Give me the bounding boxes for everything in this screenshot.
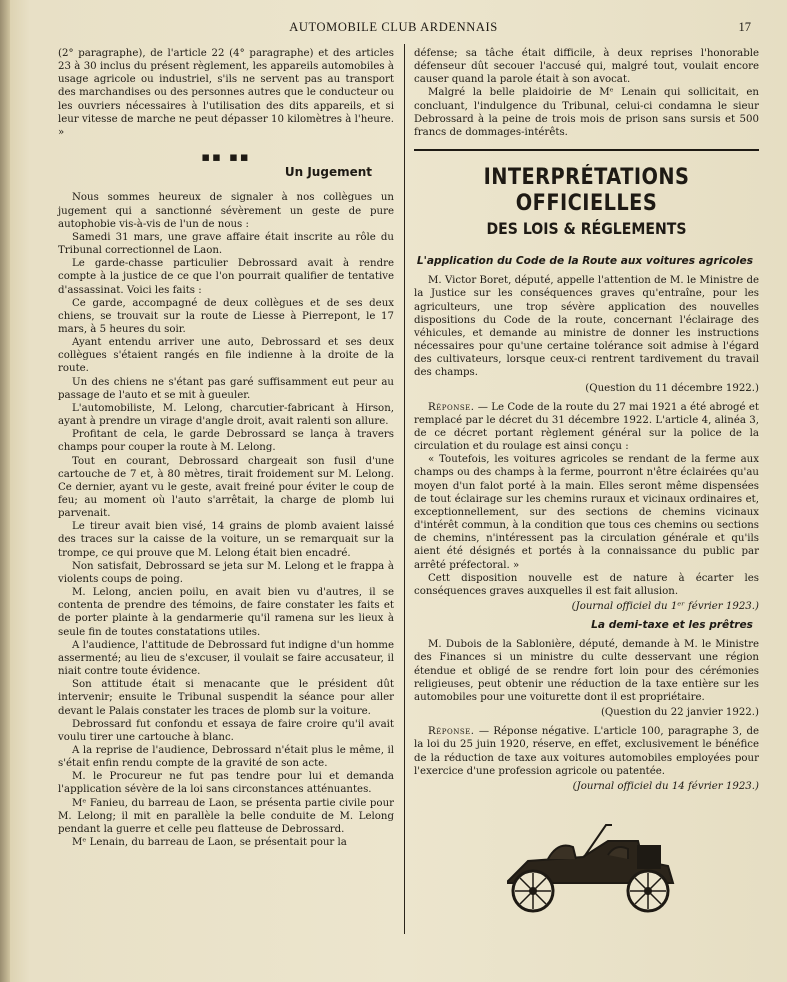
body-paragraph: M. le Procureur ne fut pas tendre pour lui et demanda l'application sévère de la loi sans circonstances atténuantes.	[58, 771, 394, 796]
article-heading-demi-taxe: La demi-taxe et les prêtres	[591, 619, 753, 632]
page-number: 17	[738, 20, 751, 34]
body-paragraph: A la reprise de l'audience, Debrossard n'était plus le même, il s'était enfin rendu compte de la gravité de son acte.	[58, 744, 394, 770]
running-header-title: AUTOMOBILE CLUB ARDENNAIS	[289, 20, 498, 34]
answer-text: — Réponse négative. L'article 100, paragraphe 3, de la loi du 25 juin 1920, réserve, en effet, exclusivement le bénéfice de la réduction de taxe aux voitures automobiles employées pour l'exercice d'une profession agricole ou patentée.	[414, 726, 759, 777]
page-binding-shadow	[0, 0, 10, 982]
article-heading-agricoles: L'application du Code de la Route aux voitures agricoles	[416, 255, 753, 268]
body-paragraph: Samedi 31 mars, une grave affaire était inscrite au rôle du Tribunal correctionnel de Laon.	[58, 231, 394, 257]
body-paragraph: Mᵉ Lenain, du barreau de Laon, se présentait pour la	[72, 837, 347, 849]
answer-label: Réponse.	[428, 401, 475, 413]
feature-subtitle: DES LOIS & RÉGLEMENTS	[486, 219, 687, 239]
right-column	[414, 47, 759, 921]
section-divider-rule	[414, 149, 759, 151]
question-reference: (Question du 22 janvier 1922.)	[600, 707, 759, 719]
answer-text: — Le Code de la route du 27 mai 1921 a été abrogé et remplacé par le décret du 31 décembre 1922. L'article 4, alinéa 3, de ce décret portant règlement général sur la police de la circulation et du roulage est ainsi conçu :	[414, 401, 759, 453]
vintage-car-illustration	[488, 811, 688, 921]
answer-label: Réponse.	[428, 726, 475, 738]
article-quote: « Toutefois, les voitures agricoles se rendant de la ferme aux champs ou des champs à la ferme, pourront n'être éclairées qu'au moyen d'un falot porté à la main. Elles seront même dispensées de tout éclairage sur les chemins ruraux et vicinaux ordinaires et, exceptionnellement, sur des sections de chemins vicinaux d'intérêt commun, à la condition que tous ces chemins ou sections de chemins, n'intéressent pas la circulation générale et qu'ils aient été désignés et portés à la connaissance du public par arrêté préfectoral. »	[414, 454, 759, 571]
left-column	[58, 47, 394, 849]
article-closing: Cett disposition nouvelle est de nature à écarter les conséquences graves auxquelles il est fait allusion.	[414, 572, 759, 597]
body-paragraph: A l'audience, l'attitude de Debrossard fut indigne d'un homme assermenté; au lieu de s'excuser, il voulait se faire accusateur, il niait contre toute évidence.	[58, 639, 394, 678]
column-divider	[404, 44, 405, 934]
body-paragraph: Tout en courant, Debrossard chargeait son fusil d'une cartouche de 7 et, à 80 mètres, tirait froidement sur M. Lelong. Ce dernier, ayant vu le geste, avait freiné pour éviter le coup de feu; au moment où l'auto s'arrêtait, la charge de plomb lui parvenait.	[58, 455, 394, 520]
section-ornament: ▪▪ ▪▪	[201, 150, 251, 166]
body-paragraph: Ayant entendu arriver une auto, Debrossard et ses deux collègues s'étaient rangés en file indienne à la droite de la route.	[58, 337, 394, 375]
body-paragraph: Son attitude était si menacante que le président dût intervenir; ensuite le Tribunal suspendit la séance pour aller devant le Palais constater les traces de plomb sur la voiture.	[58, 679, 394, 717]
body-paragraph: Non satisfait, Debrossard se jeta sur M. Lelong et le frappa à violents coups de poing.	[58, 560, 394, 585]
body-paragraph: Debrossard fut confondu et essaya de faire croire qu'il avait voulu tirer une cartouche à blanc.	[58, 718, 394, 743]
continuation-paragraph: défense; sa tâche était difficile, à deux reprises l'honorable défenseur dût secouer l'accusé qui, malgré tout, voulait encore causer quand la parole était à son avocat.	[414, 48, 759, 86]
body-paragraph: Mᵉ Fanieu, du barreau de Laon, se présenta partie civile pour M. Lelong; il mit en parallèle la belle conduite de M. Lelong pendant la guerre et celle peu flatteuse de Debrossard.	[58, 797, 394, 835]
journal-reference: (Journal officiel du 14 février 1923.)	[572, 780, 759, 792]
journal-reference: (Journal officiel du 1ᵉʳ février 1923.)	[571, 601, 759, 612]
question-reference: (Question du 11 décembre 1922.)	[585, 382, 759, 394]
body-paragraph: M. Lelong, ancien poilu, en avait bien vu d'autres, il se contenta de prendre des témoins, de faire constater les faits et de porter plainte à la gendarmerie qu'il ramena sur les lieux à seule fin de toutes constatations utiles.	[58, 587, 394, 638]
body-paragraph: Le garde-chasse particulier Debrossard avait à rendre compte à la justice de ce que l'on pourrait qualifier de tentative d'assassinat. Voici les faits :	[58, 258, 394, 296]
body-paragraph: Le tireur avait bien visé, 14 grains de plomb avaient laissé des traces sur la caisse de la voiture, un se remarquait sur la trompe, ce qui prouve que M. Lelong était bien encadré.	[58, 521, 394, 559]
body-paragraph: Nous sommes heureux de signaler à nos collègues un jugement qui a sanctionné sévèrement un geste de pure autophobie vis-à-vis de l'un de nous :	[58, 192, 394, 230]
article-answer	[414, 401, 759, 454]
car-icon	[488, 811, 688, 921]
feature-title: INTERPRÉTATIONS OFFICIELLES	[483, 165, 690, 217]
body-paragraph: Profitant de cela, le garde Debrossard se lança à travers champs pour couper la route à M. Lelong.	[58, 429, 394, 454]
article-question: M. Dubois de la Sablonière, député, demande à M. le Ministre des Finances si un ministre du culte desservant une région étendue et obligé de se rendre fort loin pour des cérémonies religieuses, peut obtenir une réduction de la taxe entière sur les automobiles pour une voiturette dont il est propriétaire.	[414, 639, 759, 703]
continuation-paragraph: Malgré la belle plaidoirie de Mᵉ Lenain qui sollicitait, en concluant, l'indulgence du Tribunal, celui-ci condamna le sieur Debrossard à la peine de trois mois de prison sans sursis et 500 francs de dommages-intérêts.	[414, 87, 759, 138]
body-paragraph: L'automobiliste, M. Lelong, charcutier-fabricant à Hirson, ayant à prendre un virage d'angle droit, avait ralenti son allure.	[58, 402, 394, 428]
article-answer	[414, 725, 759, 778]
section-title-jugement: Un Jugement	[284, 165, 372, 180]
intro-paragraph: (2° paragraphe), de l'article 22 (4° paragraphe) et des articles 23 à 30 inclus du présent règlement, les appareils automobiles à usage agricole ou industriel, s'ils ne servent pas au transport des marchandises ou des personnes autres que le conducteur ou les ouvriers nécessaires à l'utilisation des dits appareils, et si leur vitesse de marche ne peut dépasser 10 kilomètres à l'heure. »	[58, 48, 394, 138]
article-question: M. Victor Boret, député, appelle l'attention de M. le Ministre de la Justice sur les conséquences graves qu'entraîne, pour les agriculteurs, une trop sévère application des nouvelles dispositions du Code de la route, concernant l'éclairage des véhicules, et demande au ministre de donner les instructions nécessaires pour qu'une certaine tolérance soit admise à l'égard des cultivateurs, lorsque ceux-ci rentrent tardivement du travail des champs.	[414, 275, 759, 379]
body-paragraph: Ce garde, accompagné de deux collègues et de ses deux chiens, se trouvait sur la route de Liesse à Pierrepont, le 17 mars, à 5 heures du soir.	[58, 297, 394, 335]
body-paragraph: Un des chiens ne s'étant pas garé suffisamment eut peur au passage de l'auto et se mit à gueuler.	[58, 376, 394, 401]
